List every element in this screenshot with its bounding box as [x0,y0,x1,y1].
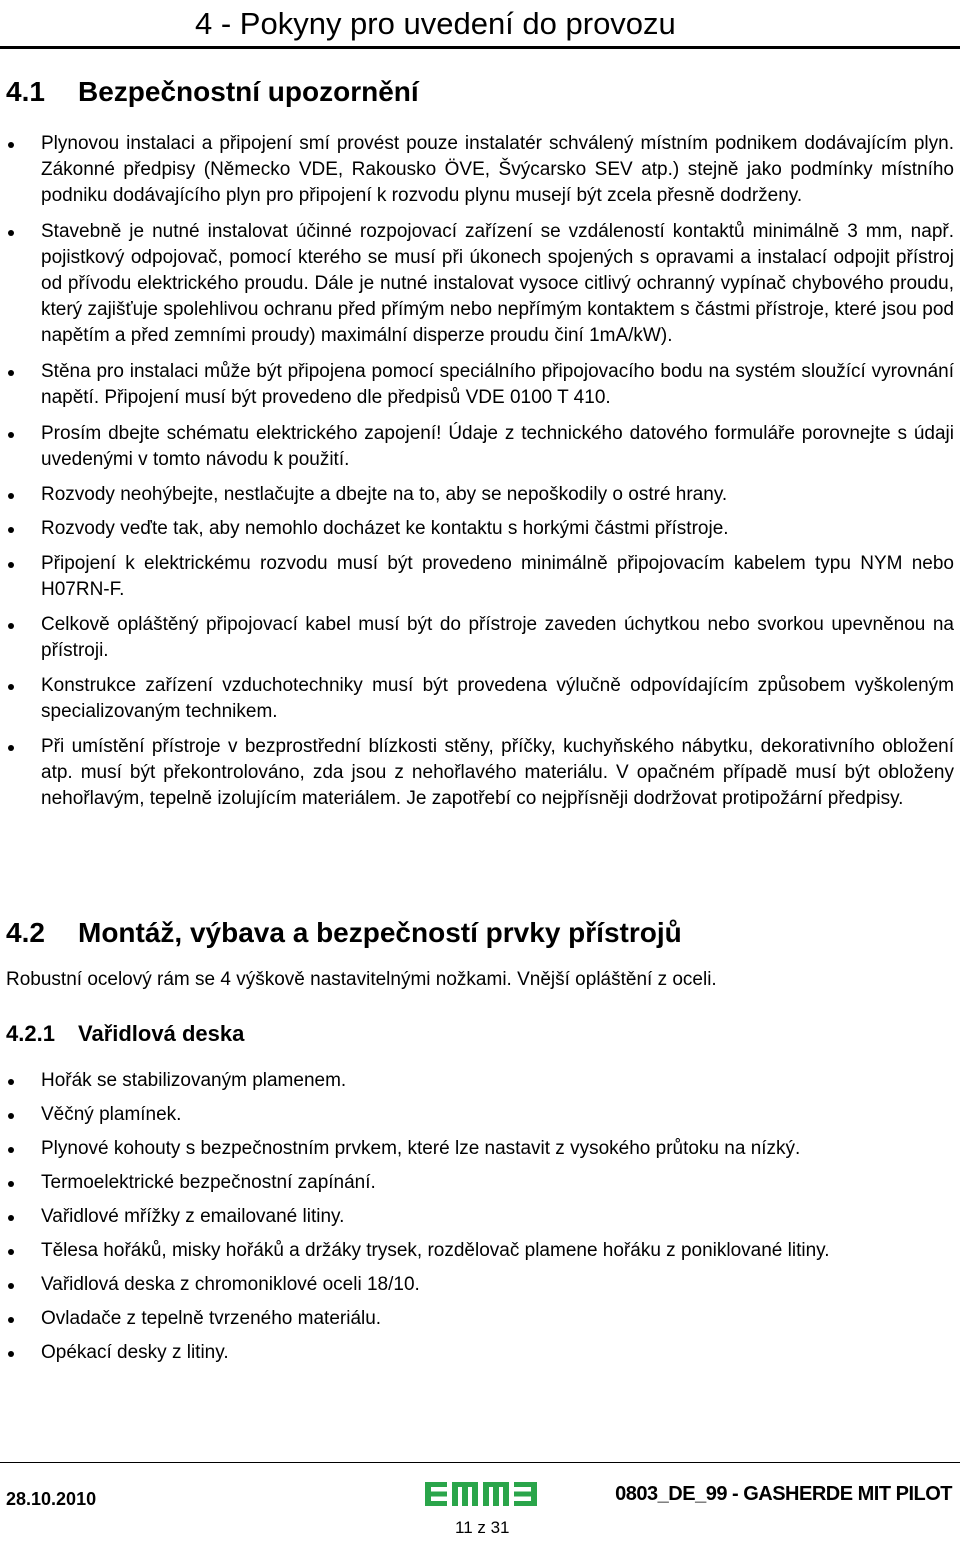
bullet-icon [8,562,14,568]
list-item: Plynovou instalaci a připojení smí provést pouze instalatér schválený místním podnikem dodávajícím plyn. Zákonné předpisy (Německo VDE, Rakousko ÖVE, Švýcarsko SEV atp.) stejně jako podmínky místního podniku dodávajícího plyn pro připojení k rozvodu plynu musejí být zcela přesně dodrženy. [0,131,960,209]
list-item: Vařidlové mřížky z emailované litiny. [0,1204,960,1230]
section-intro: Robustní ocelový rám se 4 výškově nastavitelnými nožkami. Vnější opláštění z oceli. [6,969,717,990]
chapter-title: 4 - Pokyny pro uvedení do provozu [195,6,676,41]
bullet-icon [8,432,14,438]
bullet-icon [8,1147,14,1153]
bullet-icon [8,623,14,629]
section-heading-4-2 [6,916,682,950]
list-item: Tělesa hořáků, misky hořáků a držáky trysek, rozdělovač plamene hořáku z poniklované litiny. [0,1238,960,1264]
subsection-heading-4-2-1 [6,1020,244,1048]
list-item: Opékací desky z litiny. [0,1340,960,1366]
bullet-icon [8,230,14,236]
list-item: Vařidlová deska z chromoniklové oceli 18/10. [0,1272,960,1298]
bullet-icon [8,1215,14,1221]
section-number: 4.2 [6,917,45,948]
bullet-icon [8,1317,14,1323]
list-item: Termoelektrické bezpečnostní zapínání. [0,1170,960,1196]
list-item: Konstrukce zařízení vzduchotechniky musí být provedena výlučně odpovídajícím způsobem vyškoleným specializovaným technikem. [0,673,960,725]
list-item: Prosím dbejte schématu elektrického zapojení! Údaje z technického datového formuláře porovnejte s údaji uvedenými v tomto návodu k použití. [0,421,960,473]
bullet-icon [8,142,14,148]
section-number: 4.1 [6,76,45,107]
bullet-icon [8,1249,14,1255]
document-id: 0803_DE_99 - GASHERDE MIT PILOT [615,1483,952,1505]
list-item: Plynové kohouty s bezpečnostním prvkem, které lze nastavit z vysokého průtoku na nízký. [0,1136,960,1162]
list-item: Stavebně je nutné instalovat účinné rozpojovací zařízení se vzdáleností kontaktů minimálně 3 mm, např. pojistkový odpojovač, pomocí kterého se musí při úkonech spojených s opravami a instalací odpojit přístroj od přívodu elektrického proudu. Dále je nutné instalovat vysoce citlivý ochranný vypínač chybového proudu, který zajišťuje spolehlivou ochranu před přímým nebo nepřímým kontaktem s částmi přístroje, které jsou pod napětím a před zemními proudy) maximální disperze proudu činí 1mA/kW). [0,219,960,349]
bullet-icon [8,1113,14,1119]
list-item: Připojení k elektrickému rozvodu musí být provedeno minimálně připojovacím kabelem typu NYM nebo H07RN-F. [0,551,960,603]
subsection-title: Vařidlová deska [78,1021,245,1046]
hob-features-list [0,1068,960,1366]
chapter-divider [0,46,960,49]
safety-list [0,131,960,812]
bullet-icon [8,1181,14,1187]
emme-logo-icon [425,1482,537,1506]
bullet-icon [8,493,14,499]
section-title: Montáž, výbava a bezpečností prvky přístrojů [78,917,682,948]
bullet-icon [8,684,14,690]
list-item: Věčný plamínek. [0,1102,960,1128]
footer-divider [0,1462,960,1463]
list-item: Stěna pro instalaci může být připojena pomocí speciálního připojovacího bodu na systém sloužící vyrovnání napětí. Připojení musí být provedeno dle předpisů VDE 0100 T 410. [0,359,960,411]
bullet-icon [8,527,14,533]
bullet-icon [8,1079,14,1085]
list-item: Rozvody veďte tak, aby nemohlo docházet ke kontaktu s horkými částmi přístroje. [0,516,960,542]
footer-date: 28.10.2010 [6,1489,97,1509]
section-heading-4-1 [6,75,419,109]
list-item: Hořák se stabilizovaným plamenem. [0,1068,960,1094]
section-title: Bezpečnostní upozornění [78,76,419,107]
bullet-icon [8,370,14,376]
list-item: Rozvody neohýbejte, nestlačujte a dbejte na to, aby se nepoškodily o ostré hrany. [0,482,960,508]
bullet-icon [8,1351,14,1357]
list-item: Při umístění přístroje v bezprostřední blízkosti stěny, příčky, kuchyňského nábytku, dekorativního obložení atp. musí být překontrolováno, zda jsou z nehořlavého materiálu. V opačném případě musí být obloženy nehořlavým, tepelně izolujícím materiálem. Je zapotřebí co nejpřísněji dodržovat protipožární předpisy. [0,734,960,812]
list-item: Celkově opláštěný připojovací kabel musí být do přístroje zaveden úchytkou nebo svorkou upevněnou na přístroji. [0,612,960,664]
bullet-icon [8,745,14,751]
subsection-number: 4.2.1 [6,1021,55,1046]
bullet-icon [8,1283,14,1289]
page-number: 11 z 31 [455,1518,510,1537]
list-item: Ovladače z tepelně tvrzeného materiálu. [0,1306,960,1332]
